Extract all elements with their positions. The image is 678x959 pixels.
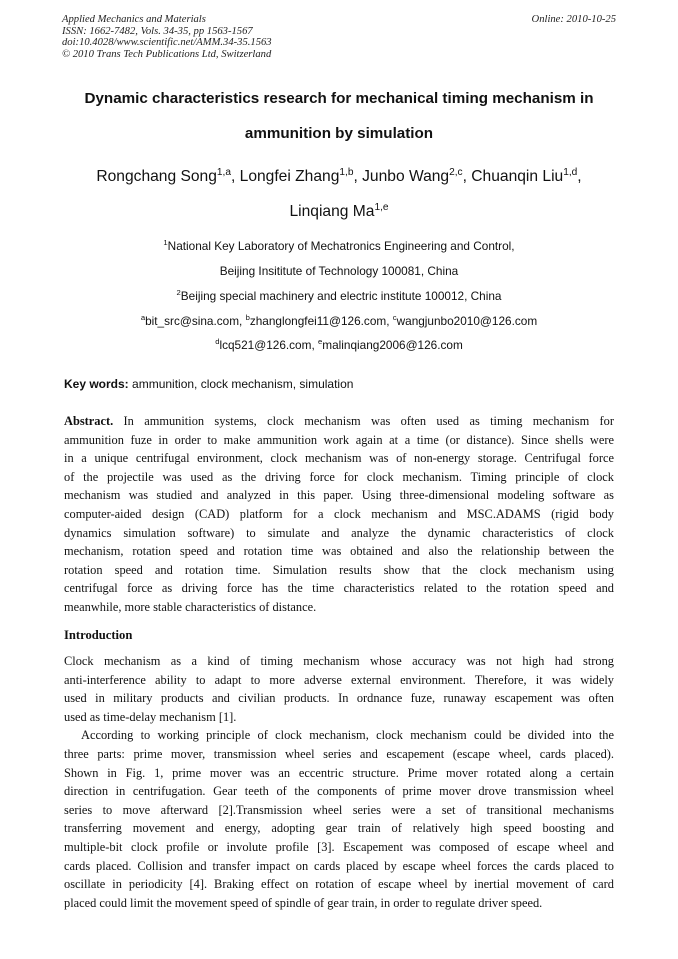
email-sup: e bbox=[318, 337, 323, 347]
paper-title-line-2: ammunition by simulation bbox=[244, 125, 434, 142]
intro-line: placed could limit the movement speed of spindle of gear train, in order to regulate driver speed. bbox=[64, 895, 543, 910]
affiliation-1-address: Beijing Insititute of Technology 100081, China bbox=[219, 264, 459, 278]
abstract bbox=[64, 412, 614, 617]
introduction-heading: Introduction bbox=[64, 628, 133, 642]
email-address: lcq521@126.com, bbox=[219, 338, 318, 352]
email-sup: b bbox=[245, 313, 250, 323]
affiliation-2 bbox=[40, 289, 638, 303]
affiliation-sup: 2 bbox=[176, 288, 181, 298]
abstract-label: Abstract. bbox=[64, 414, 114, 428]
intro-line: used as time-delay mechanism [1]. bbox=[64, 709, 237, 724]
journal-name: Applied Mechanics and Materials bbox=[62, 14, 206, 25]
abstract-line: mechanism was studied and analyzed in this paper. Using three-dimensional modeling software as bbox=[64, 488, 614, 503]
email-address: malinqiang2006@126.com bbox=[322, 338, 463, 352]
intro-line: series to move afterward [2].Transmission wheel series were a set of transitional mechanisms bbox=[64, 802, 614, 817]
author-name: Chuanqin Liu bbox=[471, 168, 564, 185]
email-sup: c bbox=[392, 313, 397, 323]
online-date: Online: 2010-10-25 bbox=[531, 14, 616, 25]
author-name: Rongchang Song bbox=[96, 168, 217, 185]
intro-line: transferring movement and energy, adopting gear train of relatively high speed boosting and bbox=[64, 821, 614, 836]
intro-line: multiple-bit clock profile or involute profile [3]. Escapement was composed of escape wheel and bbox=[64, 839, 614, 854]
author-separator: , bbox=[577, 168, 582, 185]
intro-line: cards placed. Collision and transfer impact on cards placed by escape wheel forces the cards placed to bbox=[64, 858, 614, 873]
abstract-line: mechanism, rotation speed and rotation time was obtained and also the relationship between the bbox=[64, 544, 614, 559]
author-name: Longfei Zhang bbox=[239, 168, 340, 185]
affiliation-text: Beijing special machinery and electric institute 100012, China bbox=[180, 289, 502, 303]
journal-header bbox=[62, 14, 616, 60]
email-sup: a bbox=[140, 313, 146, 323]
keywords bbox=[64, 377, 620, 391]
author-name: Junbo Wang bbox=[362, 168, 450, 185]
abstract-line: centrifugal force as driving force has the time characteristics related to the rotation speed and bbox=[64, 581, 614, 596]
abstract-line: meanwhile, more stable characteristics of distance. bbox=[64, 599, 317, 614]
copyright-line: © 2010 Trans Tech Publications Ltd, Switzerland bbox=[62, 48, 272, 60]
author-separator: , bbox=[353, 168, 363, 185]
intro-line: used in military products and civilian products. In ordnance fuze, runaway escapement was often bbox=[64, 691, 614, 706]
email-address: bit_src@sina.com, bbox=[145, 314, 246, 328]
author-affil-sup: 1,b bbox=[339, 166, 354, 178]
doi-line: doi:10.4028/www.scientific.net/AMM.34-35.1563 bbox=[62, 37, 272, 49]
affiliation-text: National Key Laboratory of Mechatronics Engineering and Control, bbox=[167, 239, 515, 253]
intro-line: Clock mechanism as a kind of timing mechanism whose accuracy was not high had strong bbox=[64, 654, 614, 668]
issn-line: ISSN: 1662-7482, Vols. 34-35, pp 1563-1567 bbox=[62, 25, 253, 37]
author-separator: , bbox=[230, 168, 240, 185]
email-address: zhanglongfei11@126.com, bbox=[249, 314, 393, 328]
author-list-line-2 bbox=[40, 203, 638, 221]
affiliation-sup: 1 bbox=[163, 238, 168, 248]
author-list-line-1 bbox=[40, 168, 638, 186]
intro-line: According to working principle of clock mechanism, clock mechanism could be divided into the bbox=[81, 728, 614, 743]
paper-title-line-1: Dynamic characteristics research for mechanical timing mechanism in bbox=[84, 90, 594, 107]
abstract-text: In ammunition systems, clock mechanism was often used as timing mechanism for bbox=[113, 414, 614, 428]
introduction-body bbox=[64, 652, 614, 912]
author-affil-sup: 1,e bbox=[374, 201, 389, 213]
author-affil-sup: 1,a bbox=[216, 166, 231, 178]
abstract-line: dynamics simulation software) to simulate and analyze the dynamic characteristics of clock bbox=[64, 525, 614, 540]
keywords-label: Key words: bbox=[64, 377, 129, 391]
abstract-line: ammunition fuze in order to make ammunition work again at a time (or distance). Since shells were bbox=[64, 432, 614, 447]
abstract-line bbox=[64, 412, 614, 431]
author-separator: , bbox=[462, 168, 472, 185]
intro-line: oscillate in periodicity [4]. Braking effect on rotation of escape wheel by inertial movement of card bbox=[64, 877, 614, 892]
author-name: Linqiang Ma bbox=[289, 203, 375, 220]
intro-line: anti-interference ability to adapt to more adverse external environment. Therefore, it was widely bbox=[64, 672, 614, 687]
intro-line: direction in centrifugation. Gear teeth of the components of prime mover drove transmission wheel bbox=[64, 784, 614, 799]
email-line-1 bbox=[40, 314, 638, 328]
intro-line: Shown in Fig. 1, prime mover was an eccentric structure. Prime mover rotated along a certain bbox=[64, 765, 614, 780]
abstract-line: rotation speed and rotation time. Simulation results show that the clock mechanism using bbox=[64, 562, 614, 577]
keywords-text: ammunition, clock mechanism, simulation bbox=[128, 377, 354, 391]
author-affil-sup: 1,d bbox=[563, 166, 578, 178]
author-affil-sup: 2,c bbox=[449, 166, 463, 178]
email-sup: d bbox=[215, 337, 220, 347]
affiliation-1 bbox=[40, 239, 638, 253]
abstract-line: of the projectile was used as the driving force for clock mechanism. Timing principle of clock bbox=[64, 469, 614, 484]
email-line-2 bbox=[40, 338, 638, 352]
abstract-line: computer-aided design (CAD) platform for a clock mechanism and MSC.ADAMS (rigid body bbox=[64, 506, 614, 521]
email-address: wangjunbo2010@126.com bbox=[396, 314, 538, 328]
intro-line: three parts: prime mover, transmission wheel series and escapement (escape wheel, cards placed). bbox=[64, 746, 614, 761]
abstract-line: in a unique centrifugal environment, clock mechanism was of non-energy storage. Centrifugal force bbox=[64, 451, 614, 466]
